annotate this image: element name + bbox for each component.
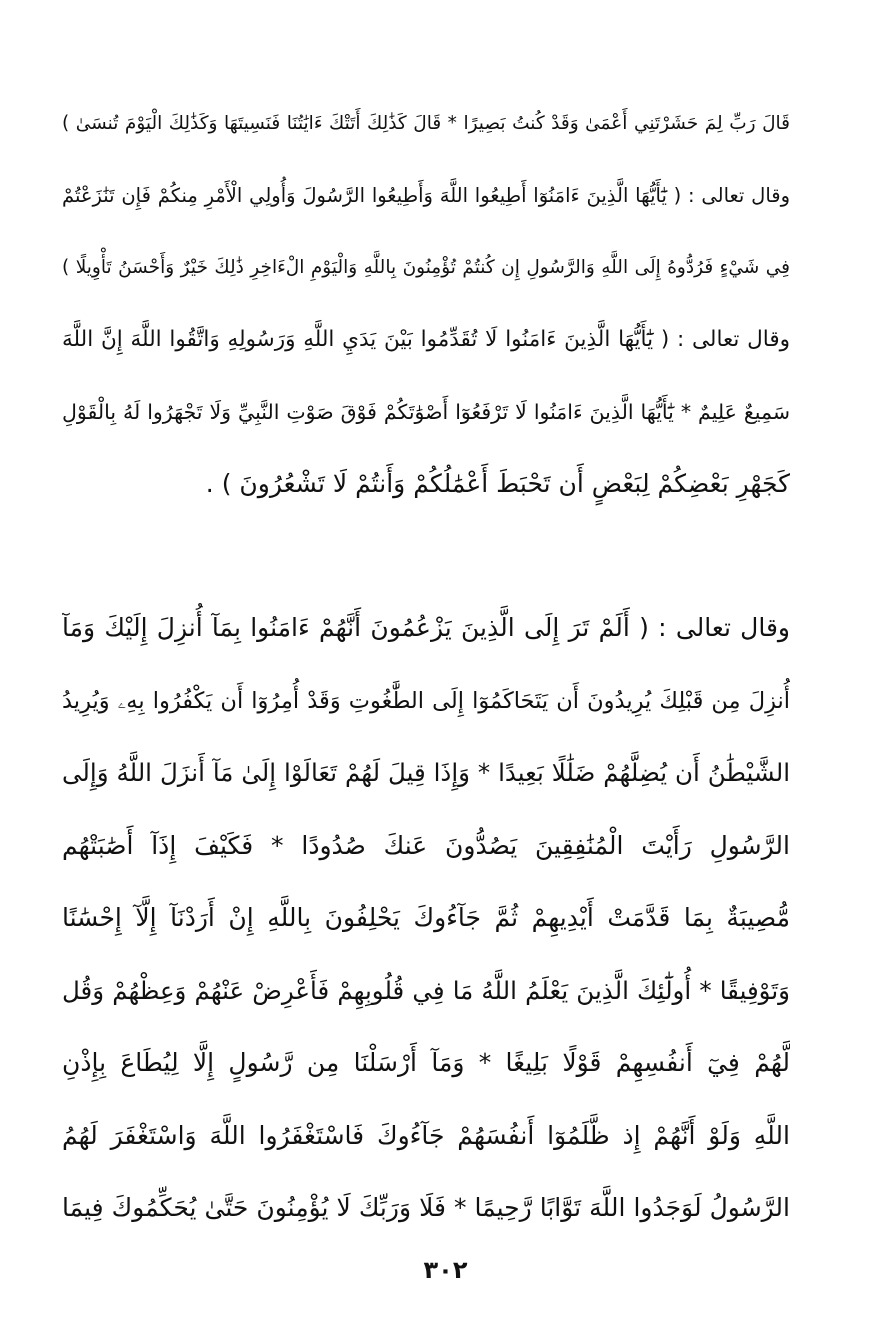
text-line: وقال تعالى : ( أَلَمْ تَرَ إِلَى الَّذِينَ يَزْعُمُونَ أَنَّهُمْ ءَامَنُوا بِمَآ أُنزِلَ إِلَيْكَ وَمَآ [62,613,790,642]
text-line: مُّصِيبَةٌ بِمَا قَدَّمَتْ أَيْدِيهِمْ ثُمَّ جَآءُوكَ يَحْلِفُونَ بِاللَّهِ إِنْ أَرَدْنَآ إِلَّآ إِحْسَٰنًا [62,903,790,932]
passage-block-2 [62,592,790,1245]
text-line: الشَّيْطَٰنُ أَن يُضِلَّهُمْ ضَلَٰلًا بَعِيدًا * وَإِذَا قِيلَ لَهُمْ تَعَالَوْا إِلَىٰ مَآ أَنزَلَ اللَّهُ وَإِلَى [62,758,790,787]
text-line: الرَّسُولُ لَوَجَدُوا اللَّهَ تَوَّابًا رَّحِيمًا * فَلَا وَرَبِّكَ لَا يُؤْمِنُونَ حَتَّىٰ يُحَكِّمُوكَ فِيمَا [62,1193,790,1222]
text-line: سَمِيعٌ عَلِيمٌ * يَٰٓأَيُّهَا الَّذِينَ ءَامَنُوا لَا تَرْفَعُوٓا أَصْوَٰتَكُمْ فَوْقَ صَوْتِ النَّبِيِّ وَلَا تَجْهَرُوا لَهُ بِالْقَوْلِ [62,400,790,424]
page-number: ٣٠٢ [423,1256,468,1284]
text-line: فِي شَيْءٍ فَرُدُّوهُ إِلَى اللَّهِ وَالرَّسُولِ إِن كُنتُمْ تُؤْمِنُونَ بِاللَّهِ وَالْيَوْمِ الْءَاخِرِ ذَٰلِكَ خَيْرٌ وَأَحْسَنُ تَأْوِيلًا ) [62,257,790,278]
text-line: قَالَ رَبِّ لِمَ حَشَرْتَنِي أَعْمَىٰ وَقَدْ كُنتُ بَصِيرًا * قَالَ كَذَٰلِكَ أَتَتْكَ ءَايَٰتُنَا فَنَسِيتَهَا وَكَذَٰلِكَ الْيَوْمَ تُنسَىٰ ) [62,113,790,134]
text-line: لَّهُمْ فِيٓ أَنفُسِهِمْ قَوْلًا بَلِيغًا * وَمَآ أَرْسَلْنَا مِن رَّسُولٍ إِلَّا لِيُطَاعَ بِإِذْنِ [62,1048,790,1077]
text-line: وقال تعالى : ( يَٰٓأَيُّهَا الَّذِينَ ءَامَنُوٓا أَطِيعُوا اللَّهَ وَأَطِيعُوا الرَّسُولَ وَأُولِي الْأَمْرِ مِنكُمْ فَإِن تَنَٰزَعْتُمْ [62,184,790,207]
text-line: اللَّهِ وَلَوْ أَنَّهُمْ إِذ ظَّلَمُوٓا أَنفُسَهُمْ جَآءُوكَ فَاسْتَغْفَرُوا اللَّهَ وَاسْتَغْفَرَ لَهُمُ [62,1120,790,1150]
text-line: وقال تعالى : ( يَٰٓأَيُّهَا الَّذِينَ ءَامَنُوا لَا تُقَدِّمُوا بَيْنَ يَدَيِ اللَّهِ وَرَسُولِهِ وَاتَّقُوا اللَّهَ إِنَّ اللَّهَ [62,327,790,352]
text-line: وَتَوْفِيقًا * أُولَٰٓئِكَ الَّذِينَ يَعْلَمُ اللَّهُ مَا فِي قُلُوبِهِمْ فَأَعْرِضْ عَنْهُمْ وَعِظْهُمْ وَقُل [62,975,790,1005]
text-line: كَجَهْرِ بَعْضِكُمْ لِبَعْضٍ أَن تَحْبَطَ أَعْمَٰلُكُمْ وَأَنتُمْ لَا تَشْعُرُونَ ) . [205,469,790,498]
passage-block-1 [62,88,790,520]
text-line: أُنزِلَ مِن قَبْلِكَ يُرِيدُونَ أَن يَتَحَاكَمُوٓا إِلَى الطَّٰغُوتِ وَقَدْ أُمِرُوٓا أَن يَكْفُرُوا بِهِۦ وَيُرِيدُ [62,687,790,714]
text-line: الرَّسُولِ رَأَيْتَ الْمُنَٰفِقِينَ يَصُدُّونَ عَنكَ صُدُودًا * فَكَيْفَ إِذَآ أَصَٰبَتْهُم [62,830,790,860]
